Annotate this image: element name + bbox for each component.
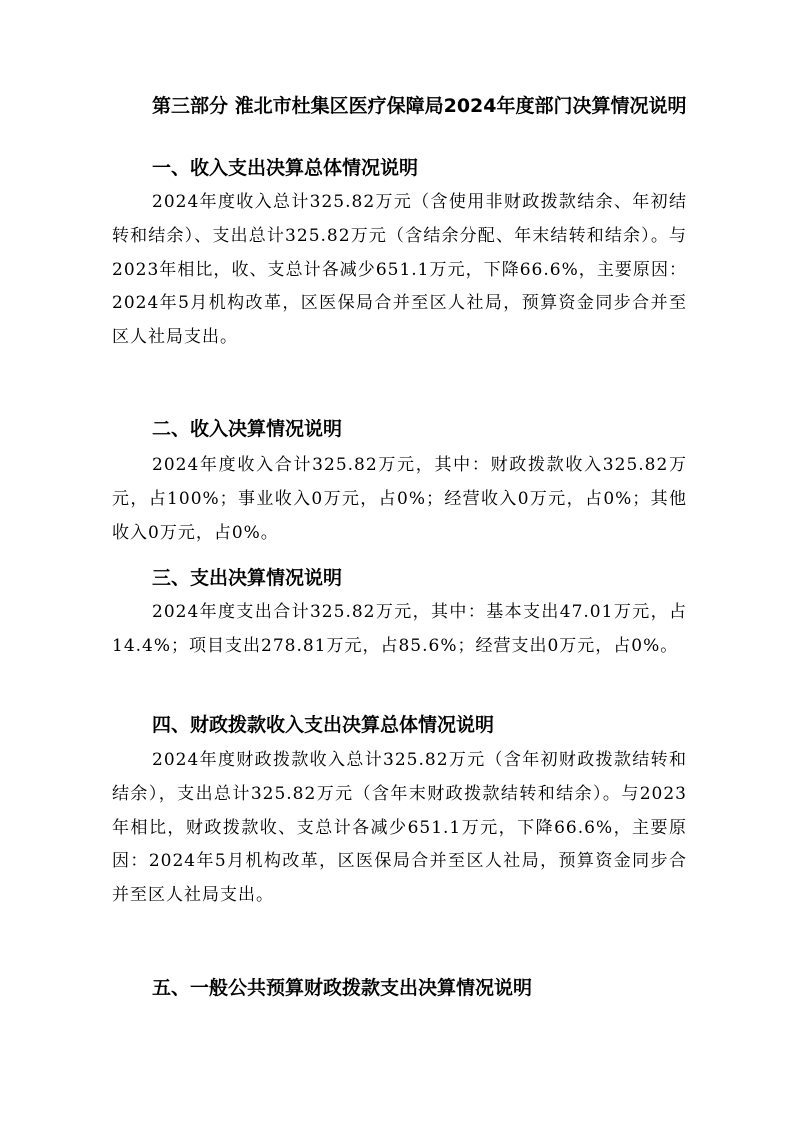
section-heading-4: 四、财政拨款收入支出决算总体情况说明 <box>152 714 495 736</box>
section-heading-1: 一、收入支出决算总体情况说明 <box>152 157 419 179</box>
section-body-1: 2024年度收入总计325.82万元（含使用非财政拨款结余、年初结转和结余）、支出总计325.82万元（含结余分配、年末结转和结余）。与2023年相比，收、支总计各减少651.1万元，下降66.6%，主要原因：2024年5月机构改革，区医保局合并至区人社局，预算资金同步合并至区人社局支出。 <box>112 192 687 348</box>
section-heading-3: 三、支出决算情况说明 <box>152 567 343 589</box>
section-heading-5: 五、一般公共预算财政拨款支出决算情况说明 <box>152 977 533 999</box>
section-body-3: 2024年度支出合计325.82万元，其中：基本支出47.01万元，占14.4%；项目支出278.81万元，占85.6%；经营支出0万元，占0%。 <box>112 602 687 656</box>
page-title: 第三部分 淮北市杜集区医疗保障局2024年度部门决算情况说明 <box>152 95 687 117</box>
section-body-4: 2024年度财政拨款收入总计325.82万元（含年初财政拨款结转和结余），支出总计325.82万元（含年末财政拨款结转和结余）。与2023年相比，财政拨款收、支总计各减少651.1万元，下降66.6%，主要原因：2024年5月机构改革，区医保局合并至区人社局，预算资金同步合并至区人社局支出。 <box>112 750 687 906</box>
section-heading-2: 二、收入决算情况说明 <box>152 418 343 440</box>
section-body-2: 2024年度收入合计325.82万元，其中：财政拨款收入325.82万元，占100%；事业收入0万元，占0%；经营收入0万元，占0%；其他收入0万元，占0%。 <box>112 455 687 543</box>
